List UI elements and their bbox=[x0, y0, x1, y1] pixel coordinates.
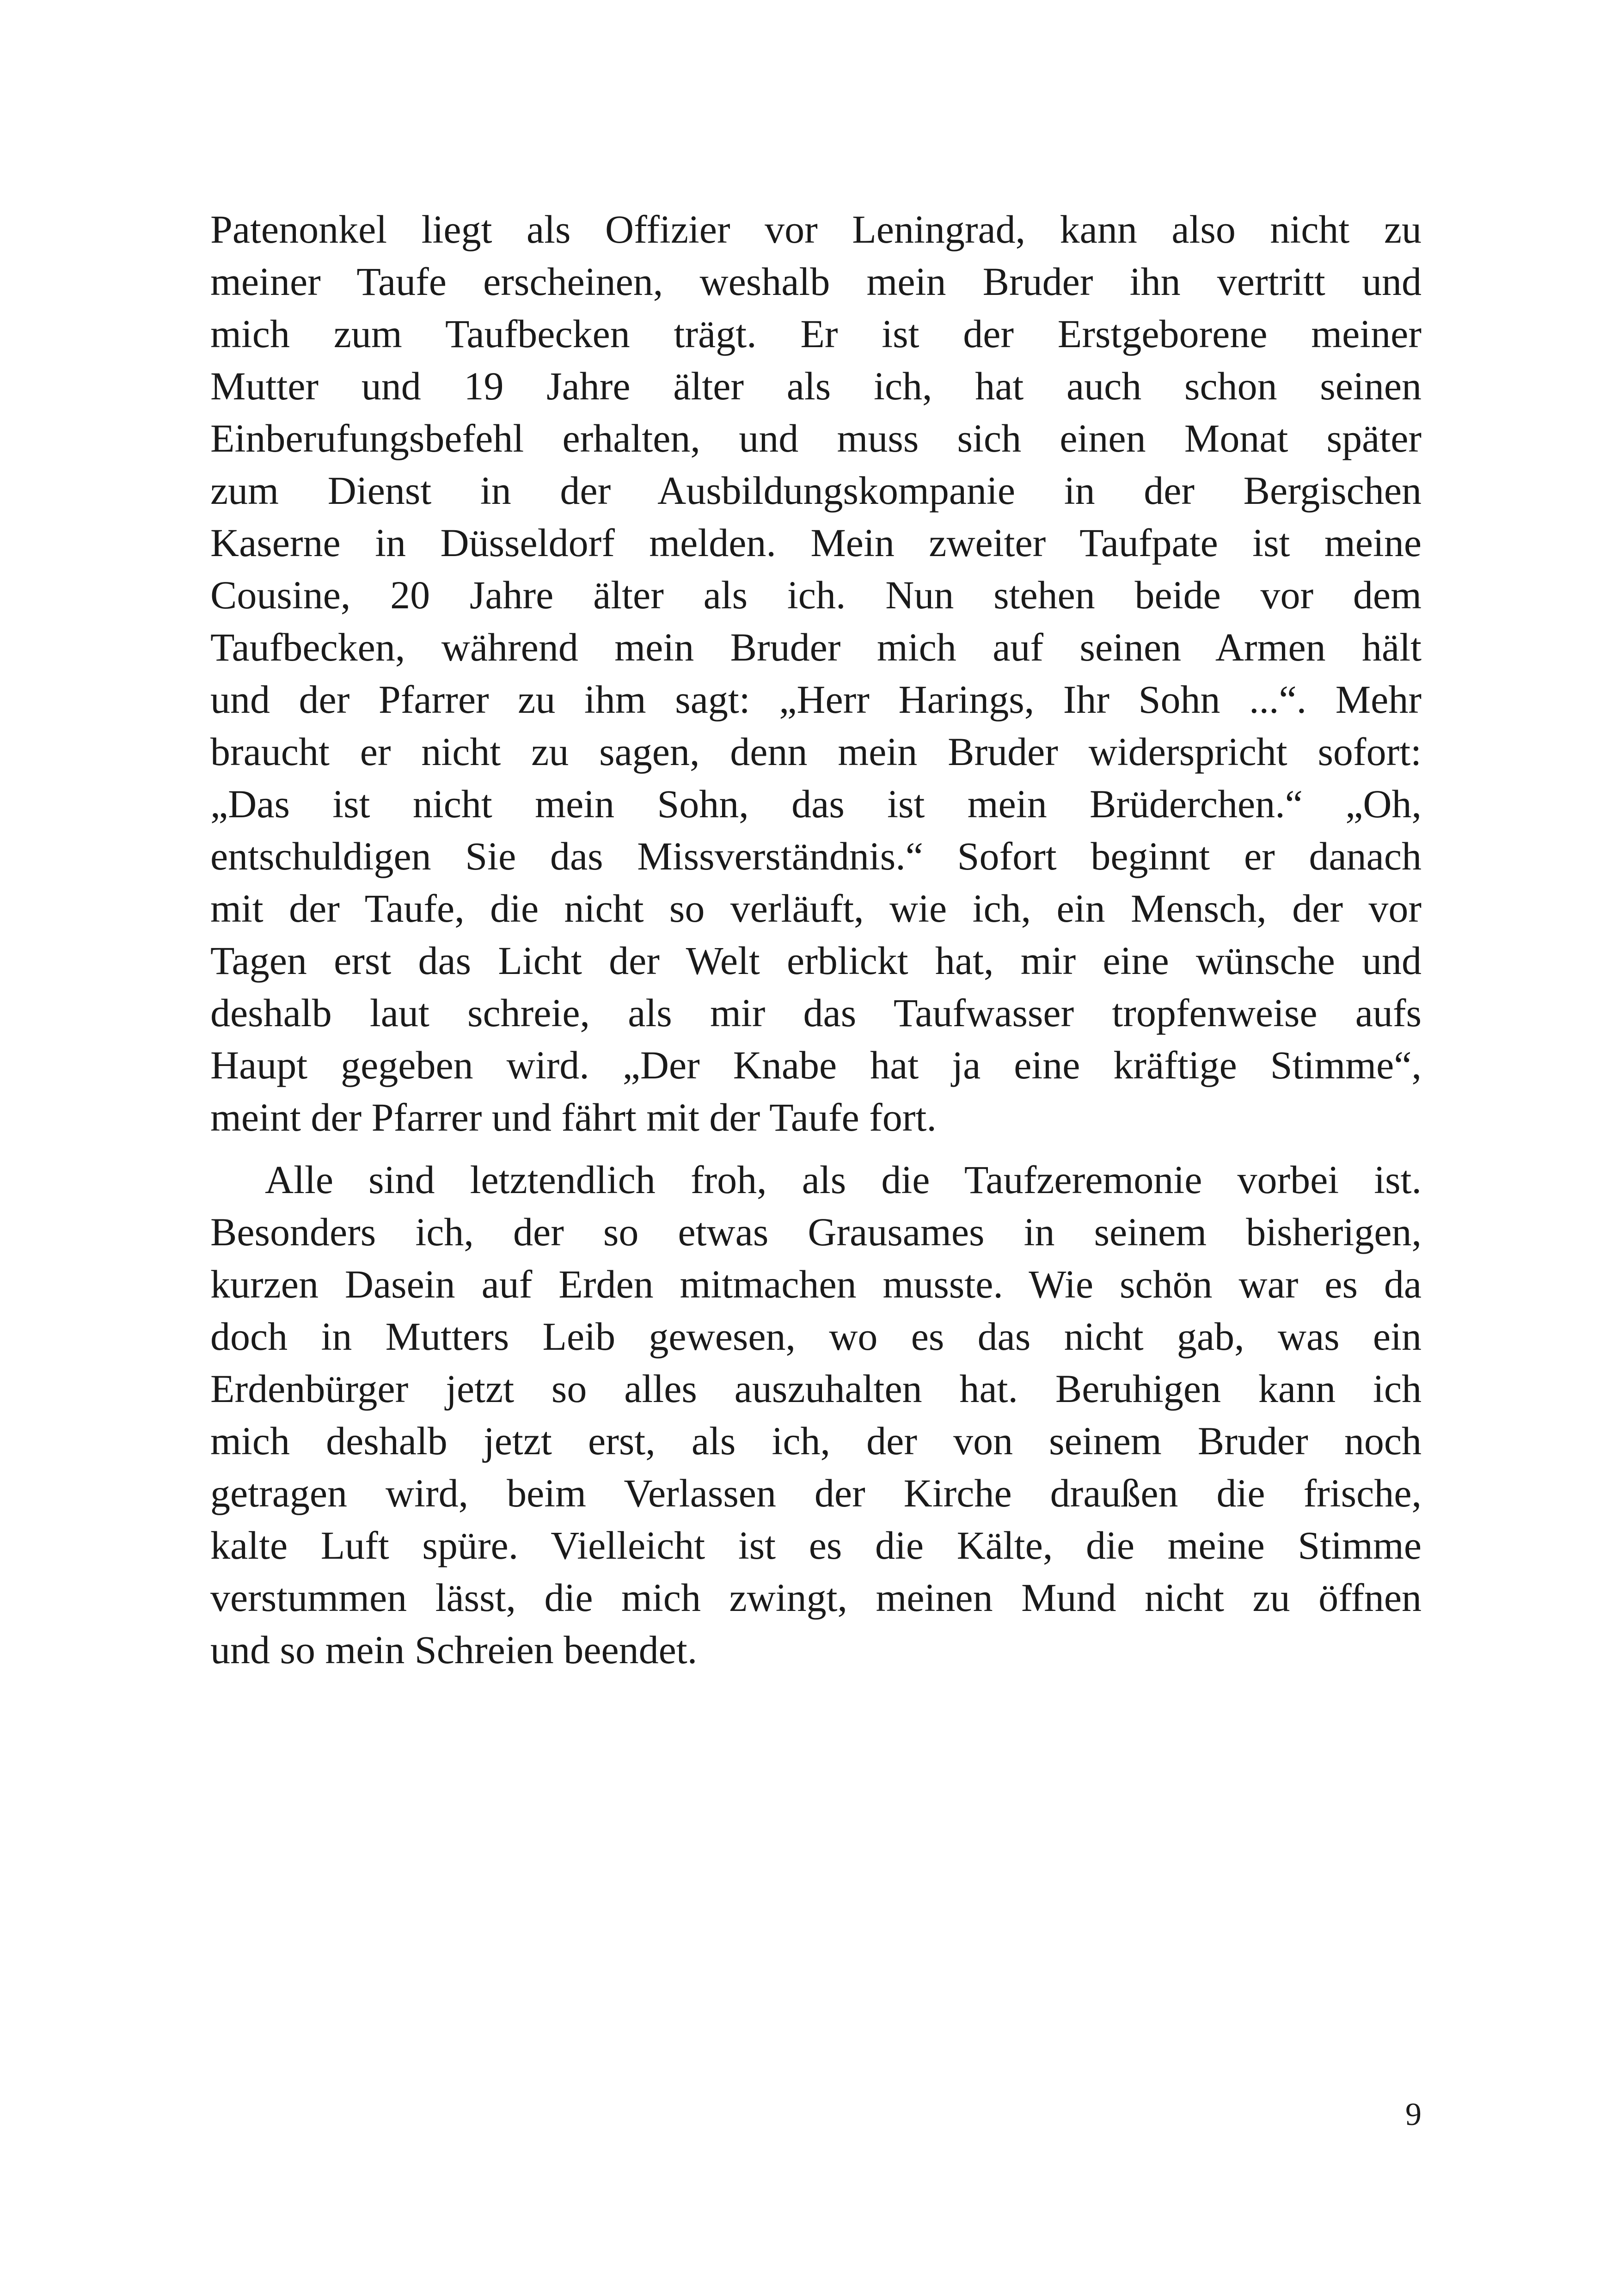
text-line: mit der Taufe, die nicht so verläuft, wie ich, ein Mensch, der vor bbox=[210, 886, 1422, 931]
text-line: Haupt gegeben wird. „Der Knabe hat ja eine kräftige Stimme“, bbox=[210, 1043, 1422, 1087]
page-number: 9 bbox=[1405, 2097, 1422, 2132]
text-line: mich deshalb jetzt erst, als ich, der von seinem Bruder noch bbox=[210, 1419, 1422, 1463]
text-line: Taufbecken, während mein Bruder mich auf seinen Armen hält bbox=[210, 625, 1422, 669]
text-line: mich zum Taufbecken trägt. Er ist der Erstgeborene meiner bbox=[210, 312, 1422, 356]
text-line: Einberufungsbefehl erhalten, und muss sich einen Monat später bbox=[210, 416, 1422, 460]
text-line: verstummen lässt, die mich zwingt, meinen Mund nicht zu öffnen bbox=[210, 1575, 1422, 1620]
text-line: deshalb laut schreie, als mir das Taufwasser tropfenweise aufs bbox=[210, 991, 1422, 1035]
text-line: getragen wird, beim Verlassen der Kirche draußen die frische, bbox=[210, 1471, 1422, 1515]
text-line: Cousine, 20 Jahre älter als ich. Nun stehen beide vor dem bbox=[210, 573, 1422, 617]
text-line: entschuldigen Sie das Missverständnis.“ Sofort beginnt er danach bbox=[210, 834, 1422, 878]
text-line: Erdenbürger jetzt so alles auszuhalten hat. Beruhigen kann ich bbox=[210, 1366, 1422, 1411]
text-line: Patenonkel liegt als Offizier vor Leningrad, kann also nicht zu bbox=[210, 207, 1422, 251]
text-line: und der Pfarrer zu ihm sagt: „Herr Harings, Ihr Sohn ...“. Mehr bbox=[210, 677, 1422, 722]
text-line: kalte Luft spüre. Vielleicht ist es die Kälte, die meine Stimme bbox=[210, 1523, 1422, 1567]
paragraph bbox=[210, 203, 1422, 1144]
text-line: meiner Taufe erscheinen, weshalb mein Bruder ihn vertritt und bbox=[210, 259, 1422, 304]
text-line: Besonders ich, der so etwas Grausames in seinem bisherigen, bbox=[210, 1210, 1422, 1254]
text-line: kurzen Dasein auf Erden mitmachen musste. Wie schön war es da bbox=[210, 1262, 1422, 1306]
text-line: zum Dienst in der Ausbildungskompanie in der Bergischen bbox=[210, 468, 1422, 513]
text-line: braucht er nicht zu sagen, denn mein Bruder widerspricht sofort: bbox=[210, 729, 1422, 774]
text-line: meint der Pfarrer und fährt mit der Taufe fort. bbox=[210, 1095, 937, 1139]
text-line: Mutter und 19 Jahre älter als ich, hat auch schon seinen bbox=[210, 364, 1422, 408]
text-line: „Das ist nicht mein Sohn, das ist mein Brüderchen.“ „Oh, bbox=[210, 782, 1422, 826]
text-line: doch in Mutters Leib gewesen, wo es das nicht gab, was ein bbox=[210, 1314, 1422, 1359]
body-text bbox=[210, 203, 1422, 1676]
text-line: und so mein Schreien beendet. bbox=[210, 1628, 698, 1672]
text-line: Alle sind letztendlich froh, als die Taufzeremonie vorbei ist. bbox=[265, 1157, 1422, 1202]
paragraph bbox=[210, 1154, 1422, 1676]
text-line: Tagen erst das Licht der Welt erblickt hat, mir eine wünsche und bbox=[210, 938, 1422, 983]
text-line: Kaserne in Düsseldorf melden. Mein zweiter Taufpate ist meine bbox=[210, 520, 1422, 565]
